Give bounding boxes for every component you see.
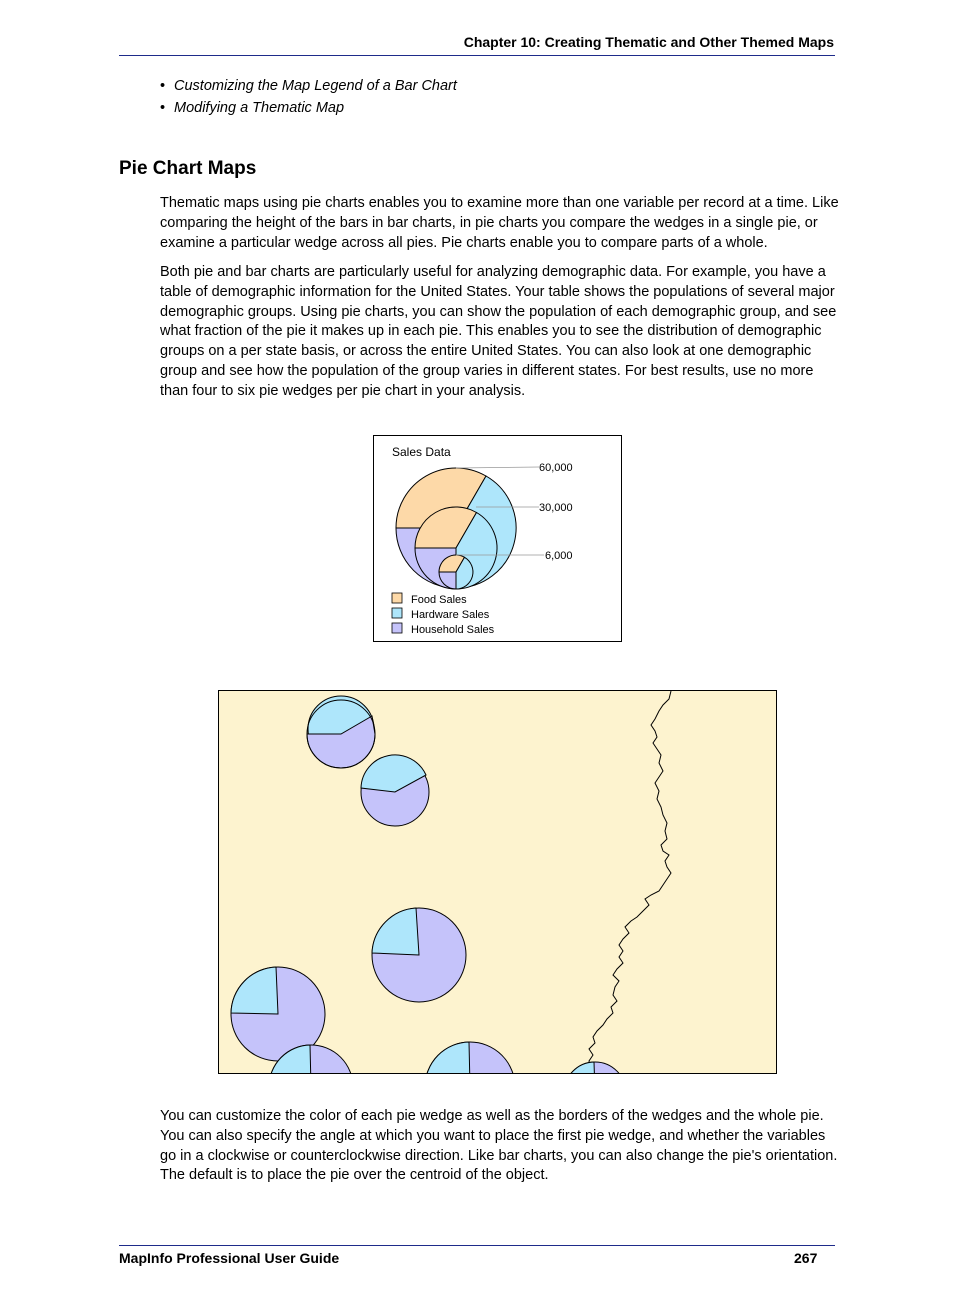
map-pie[interactable] <box>361 755 429 826</box>
pie-chart-map <box>218 690 777 1074</box>
page-number: 267 <box>794 1250 818 1266</box>
swatch-hardware-sales <box>392 608 402 618</box>
legend-pie-small <box>439 555 473 589</box>
legend-title: Sales Data <box>392 445 451 459</box>
map-pie[interactable] <box>425 1042 515 1073</box>
swatch-food-sales <box>392 593 402 603</box>
section-heading: Pie Chart Maps <box>119 158 257 179</box>
map-pie[interactable] <box>564 1062 626 1073</box>
bullet-link-customizing-legend[interactable]: Customizing the Map Legend of a Bar Chart <box>174 78 457 94</box>
list-item: • Customizing the Map Legend of a Bar Chart <box>160 78 457 94</box>
swatch-household-sales <box>392 623 402 633</box>
paragraph-demographics: Both pie and bar charts are particularly useful for analyzing demographic data. For example, you have a table of demographic information for the United States. Your table shows the populations of several major demographic groups. Using pie charts, you can show the population of each demographic group, and see what fraction of the pie it makes up in each pie. This enables you to see the distribution of demographic groups on a per state basis, or across the entire United States. You can also look at one demographic group and see how the population of the group varies in different states. For best results, use no more than four to six pie wedges per pie chart in your analysis. <box>160 264 837 399</box>
legend-label-household-sales: Household Sales <box>411 624 495 636</box>
bullet-link-modifying-thematic-map[interactable]: Modifying a Thematic Map <box>174 100 345 116</box>
map-graphic <box>219 691 776 1073</box>
paragraph-customization: You can customize the color of each pie wedge as well as the borders of the wedges and the whole pie. You can also specify the angle at which you want to place the first pie wedge, and whether the variables go in a clockwise or counterclockwise direction. Like bar charts, you can also change the pie's orientation. The default is to place the pie over the centroid of the object. <box>160 1108 838 1184</box>
legend-graphic <box>374 436 621 641</box>
legend-label-food-sales: Food Sales <box>411 594 467 606</box>
paragraph-intro: Thematic maps using pie charts enables you to examine more than one variable per record at a time. Like comparing the height of the bars in bar charts, in pie charts you compare the wedges in a single pie, or examine a particular wedge across all pies. Pie charts enable you to compare parts of a whole. <box>160 195 839 251</box>
map-pie[interactable] <box>307 696 375 768</box>
bullet-list <box>160 76 457 120</box>
footer-rule <box>119 1245 835 1246</box>
legend-label-hardware-sales: Hardware Sales <box>411 609 490 621</box>
list-item: • Modifying a Thematic Map <box>160 100 345 116</box>
header-rule <box>119 55 835 56</box>
leader-line <box>456 467 539 468</box>
pie-chart-legend <box>373 435 622 642</box>
footer-guide-title: MapInfo Professional User Guide <box>119 1250 340 1266</box>
map-pie[interactable] <box>372 908 466 1002</box>
state-boundary-line <box>589 691 671 1073</box>
size-label-large: 60,000 <box>539 462 573 474</box>
size-label-small: 6,000 <box>545 550 573 562</box>
chapter-title: Chapter 10: Creating Thematic and Other Themed Maps <box>463 34 834 50</box>
size-label-medium: 30,000 <box>539 502 573 514</box>
